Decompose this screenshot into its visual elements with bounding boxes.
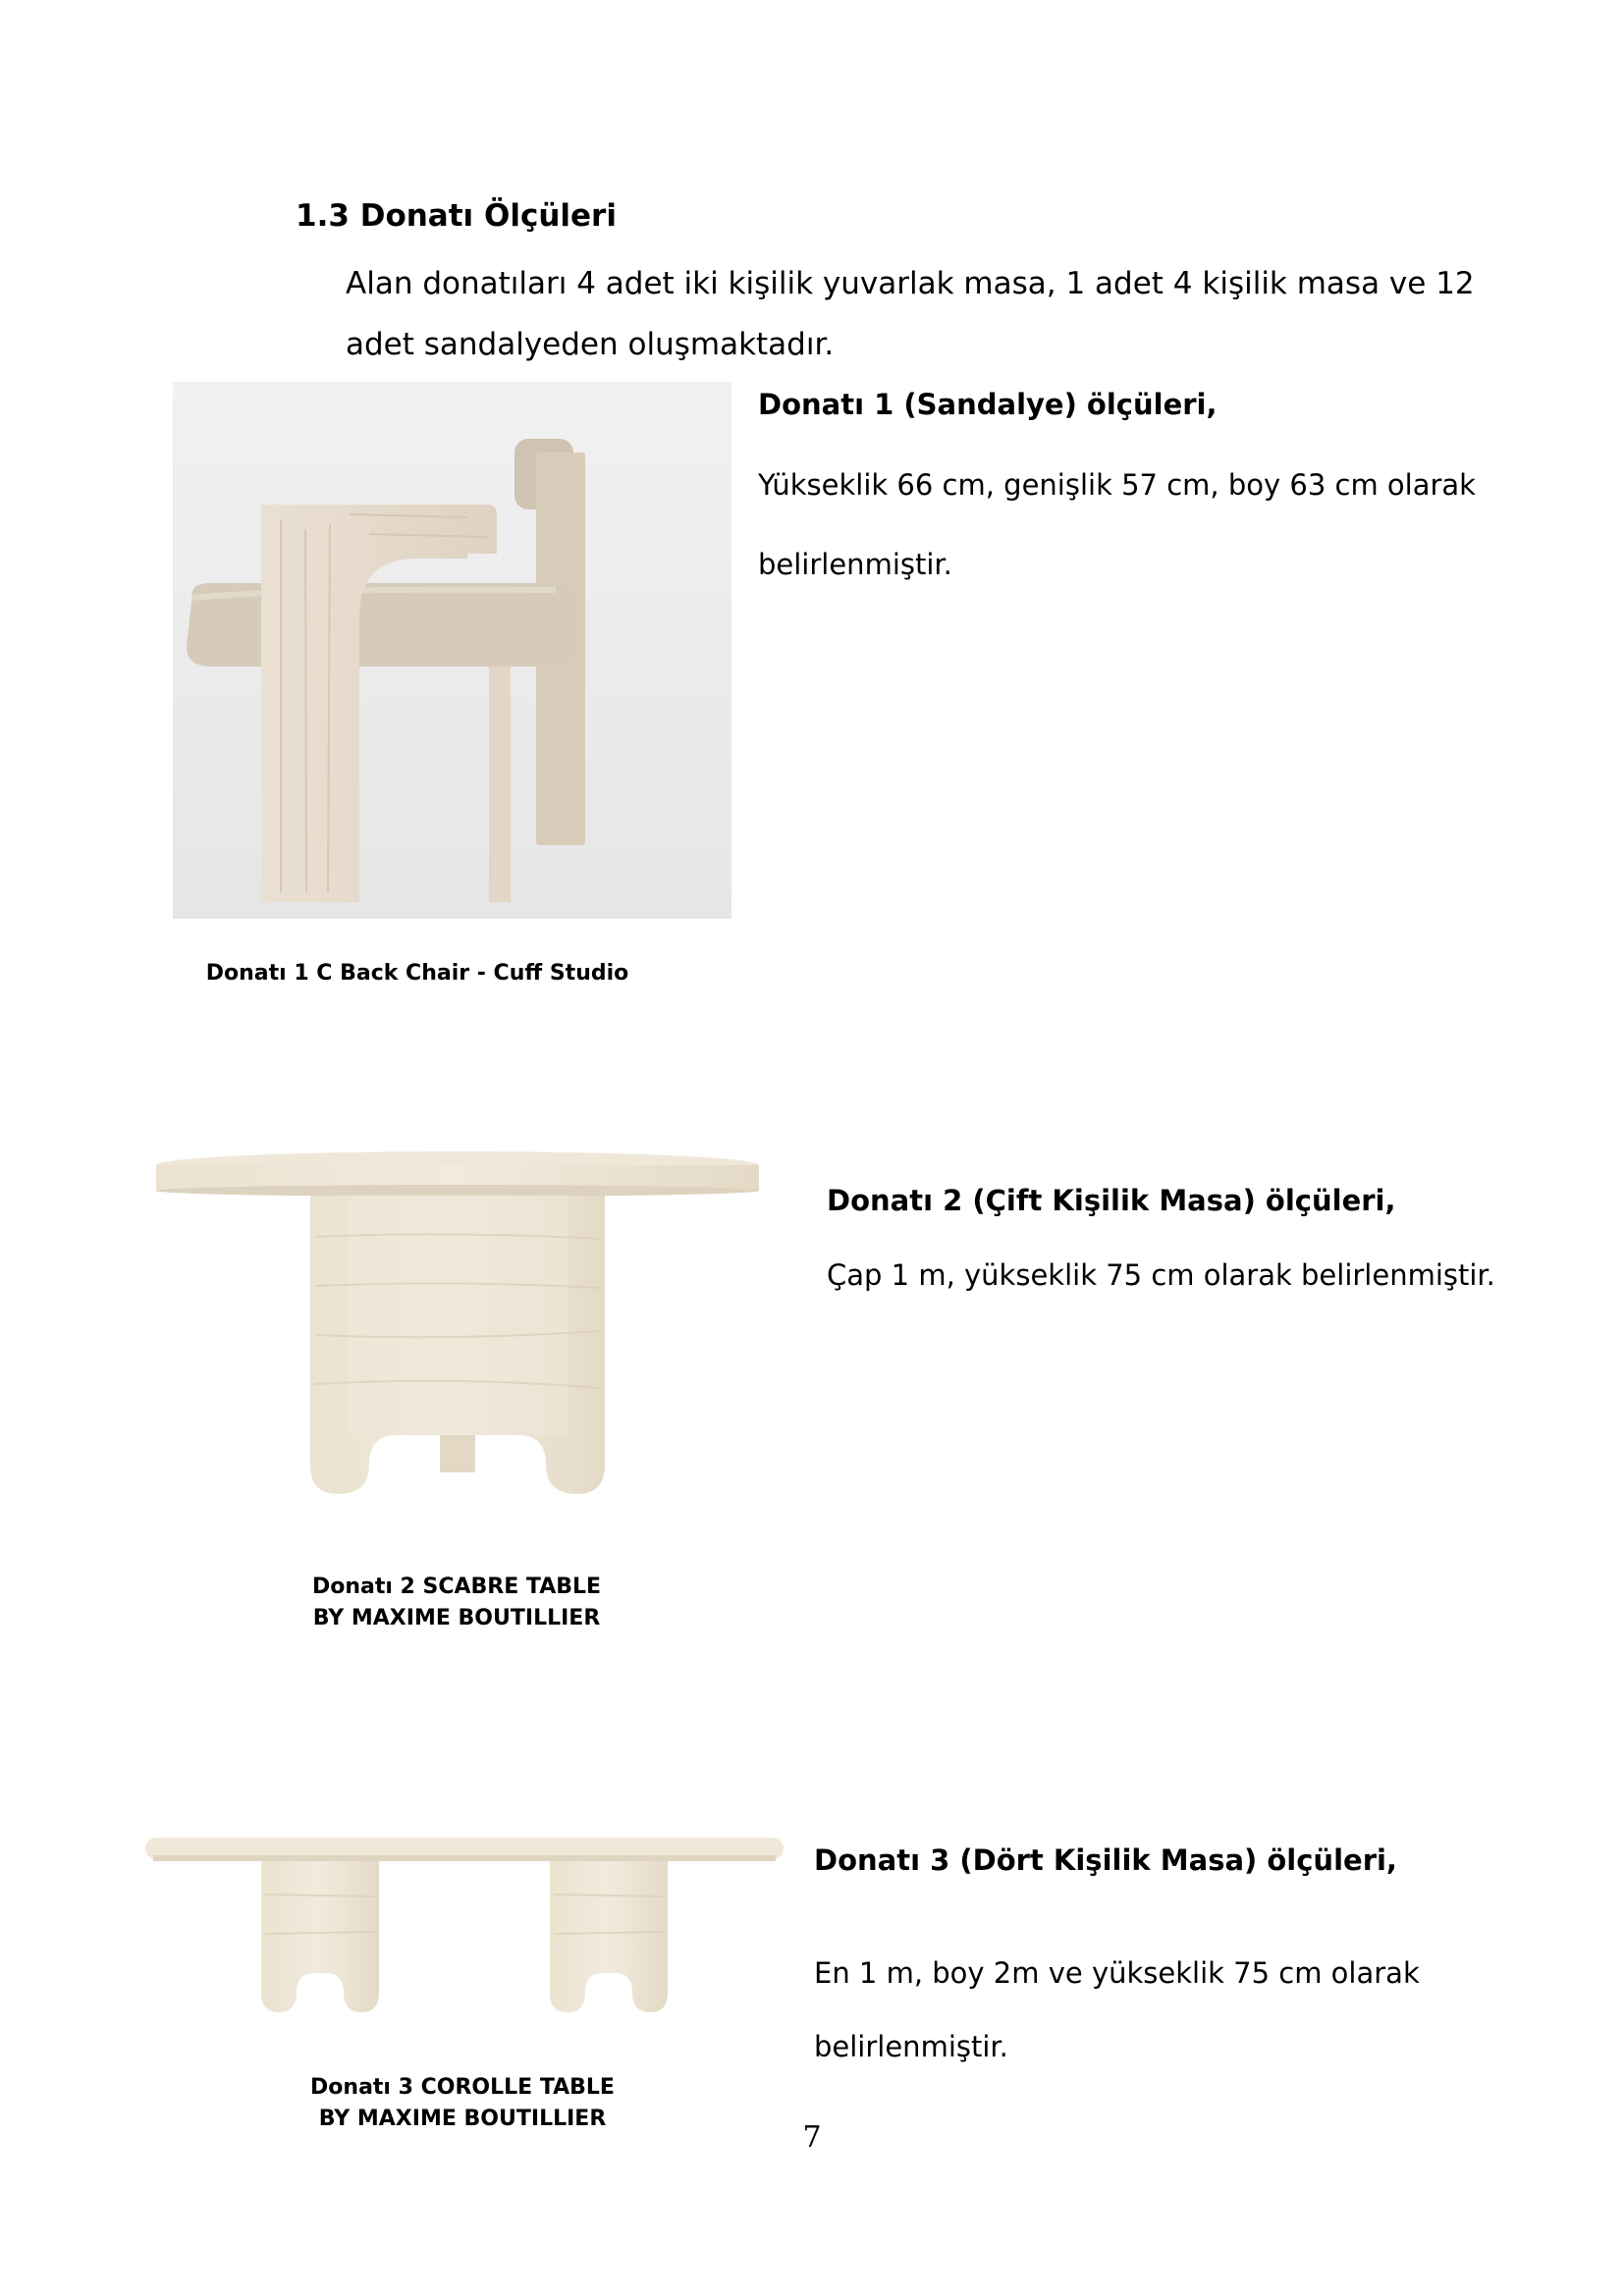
caption-line: Donatı 3 COROLLE TABLE [310, 2075, 615, 2100]
item-2-title: Donatı 2 (Çift Kişilik Masa) ölçüleri, [827, 1184, 1396, 1217]
item-3-title: Donatı 3 (Dört Kişilik Masa) ölçüleri, [814, 1843, 1397, 1877]
caption-line: Donatı 2 SCABRE TABLE [311, 1575, 602, 1599]
item-1-description-line1: Yükseklik 66 cm, genişlik 57 cm, boy 63 cm olarak [758, 468, 1476, 502]
item-3-description-line1: En 1 m, boy 2m ve yükseklik 75 cm olarak [814, 1956, 1420, 1990]
long-table-photo [143, 1836, 785, 2022]
item-1-caption [196, 958, 638, 989]
page-number: 7 [802, 2120, 822, 2155]
caption-line: BY MAXIME BOUTILLIER [312, 1606, 601, 1630]
caption-line: BY MAXIME BOUTILLIER [318, 2107, 607, 2131]
item-3-description-line2: belirlenmiştir. [814, 2030, 1008, 2063]
caption-line: Donatı 1 C Back Chair - Cuff Studio [205, 961, 629, 986]
item-2-caption [236, 1572, 677, 1634]
section-heading: 1.3 Donatı Ölçüleri [296, 198, 617, 234]
chair-photo [173, 382, 731, 919]
item-2-description-line1: Çap 1 m, yükseklik 75 cm olarak belirlenmiştir. [827, 1258, 1495, 1292]
item-1-description-line2: belirlenmiştir. [758, 548, 952, 581]
section-intro: Alan donatıları 4 adet iki kişilik yuvarlak masa, 1 adet 4 kişilik masa ve 12 adet sandalyeden oluşmaktadır. [346, 266, 1475, 362]
item-1-title: Donatı 1 (Sandalye) ölçüleri, [758, 388, 1218, 421]
round-table-photo [153, 1148, 762, 1541]
